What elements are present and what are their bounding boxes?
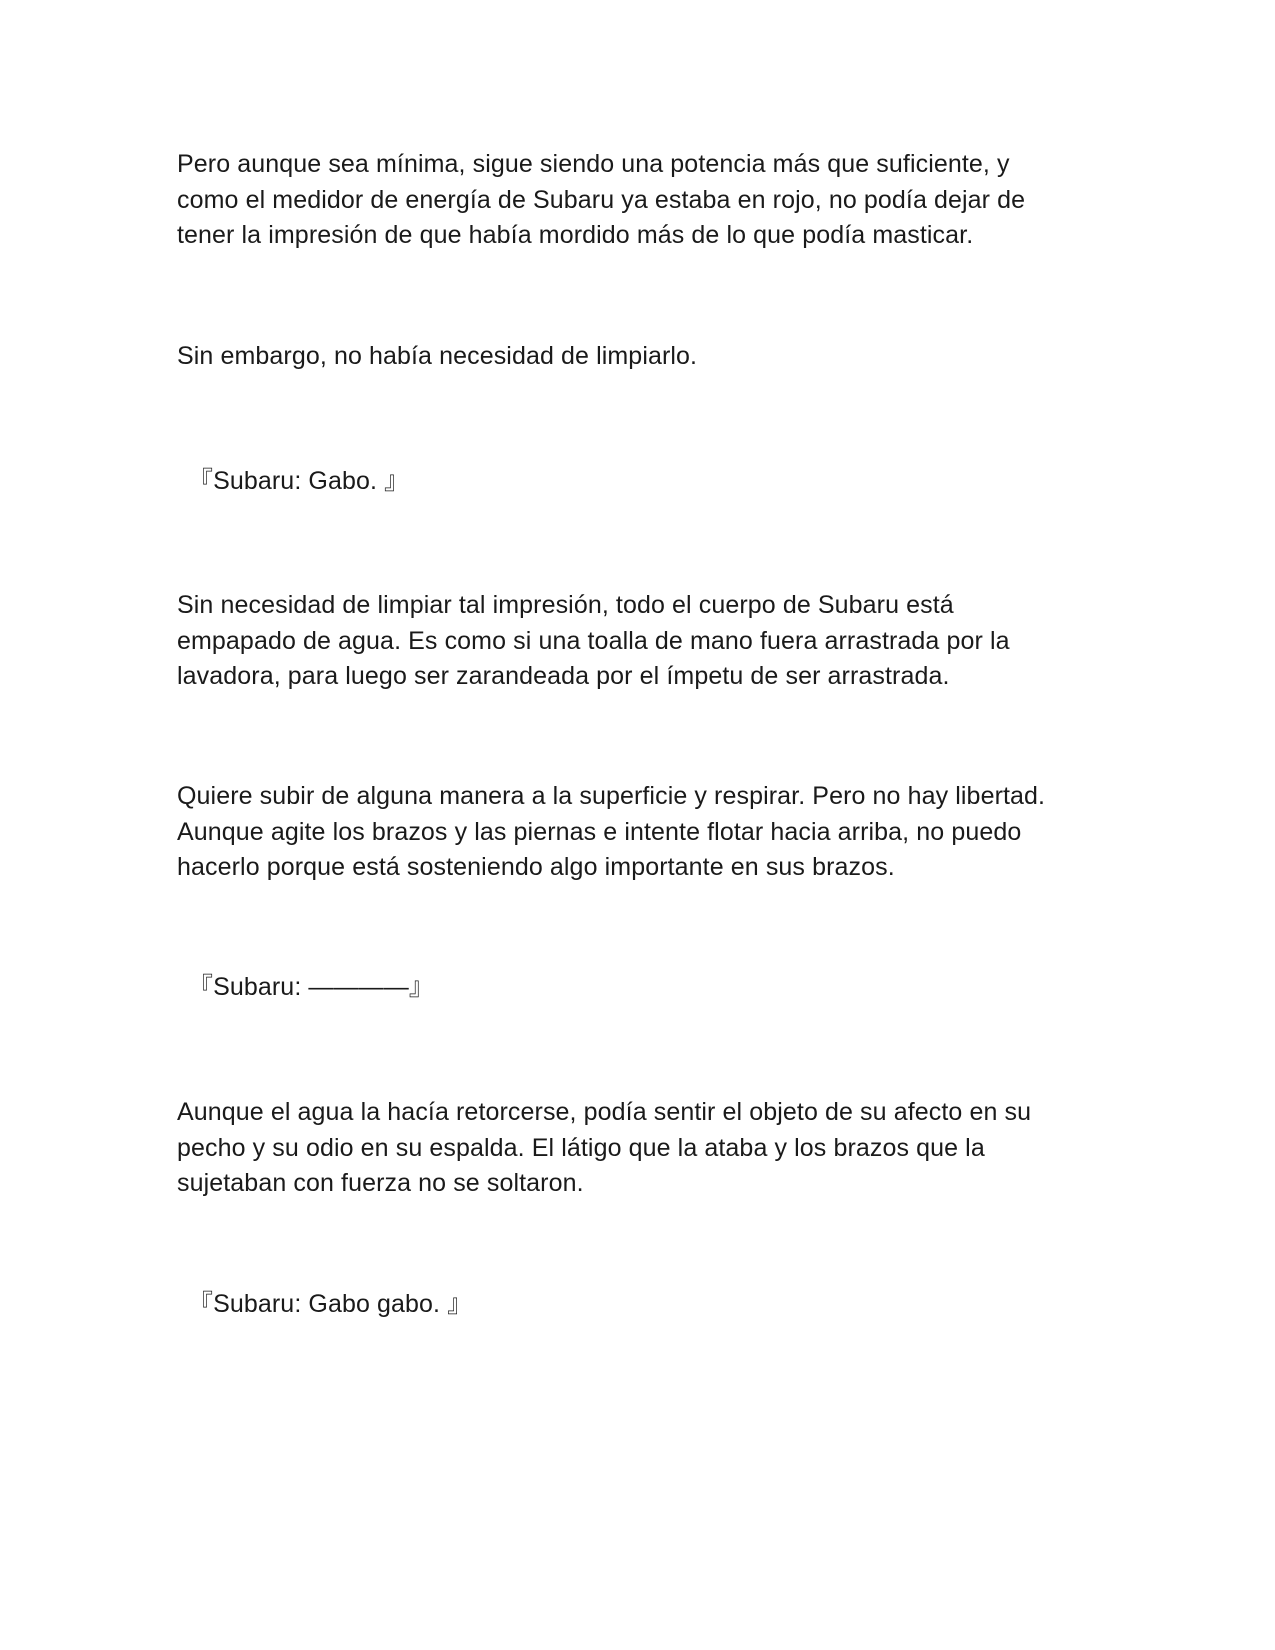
text-line: 『Subaru: Gabo. 』 — [188, 467, 410, 495]
text-line: Pero aunque sea mínima, sigue siendo una potencia más que suficiente, y — [177, 150, 1010, 178]
text-line: Aunque el agua la hacía retorcerse, podía sentir el objeto de su afecto en su — [177, 1098, 1032, 1126]
text-line: Quiere subir de alguna manera a la superficie y respirar. Pero no hay libertad. — [177, 782, 1046, 810]
paragraph — [177, 588, 1107, 695]
text-line: Sin necesidad de limpiar tal impresión, todo el cuerpo de Subaru está — [177, 591, 954, 619]
text-line: Aunque agite los brazos y las piernas e intente flotar hacia arriba, no puedo — [177, 817, 1022, 846]
text-line: lavadora, para luego ser zarandeada por el ímpetu de ser arrastrada. — [177, 662, 950, 690]
paragraph — [177, 339, 1107, 375]
paragraph — [177, 779, 1107, 886]
text-line: pecho y su odio en su espalda. El látigo que la ataba y los brazos que la — [177, 1133, 985, 1162]
dialogue-line — [188, 1287, 1118, 1323]
text-line: sujetaban con fuerza no se soltaron. — [177, 1169, 584, 1197]
text-line: empapado de agua. Es como si una toalla de mano fuera arrastrada por la — [177, 626, 1010, 655]
dialogue-line — [188, 464, 1118, 500]
text-line: tener la impresión de que había mordido más de lo que podía masticar. — [177, 221, 974, 249]
text-line: 『Subaru: Gabo gabo. 』 — [188, 1290, 473, 1318]
text-line: 『Subaru: ————』 — [188, 973, 434, 1001]
text-line: hacerlo porque está sosteniendo algo importante en sus brazos. — [177, 853, 895, 881]
text-line: como el medidor de energía de Subaru ya estaba en rojo, no podía dejar de — [177, 185, 1026, 214]
text-line: Sin embargo, no había necesidad de limpiarlo. — [177, 342, 698, 370]
paragraph — [177, 1095, 1107, 1202]
dialogue-line — [188, 970, 1118, 1006]
paragraph — [177, 147, 1107, 254]
